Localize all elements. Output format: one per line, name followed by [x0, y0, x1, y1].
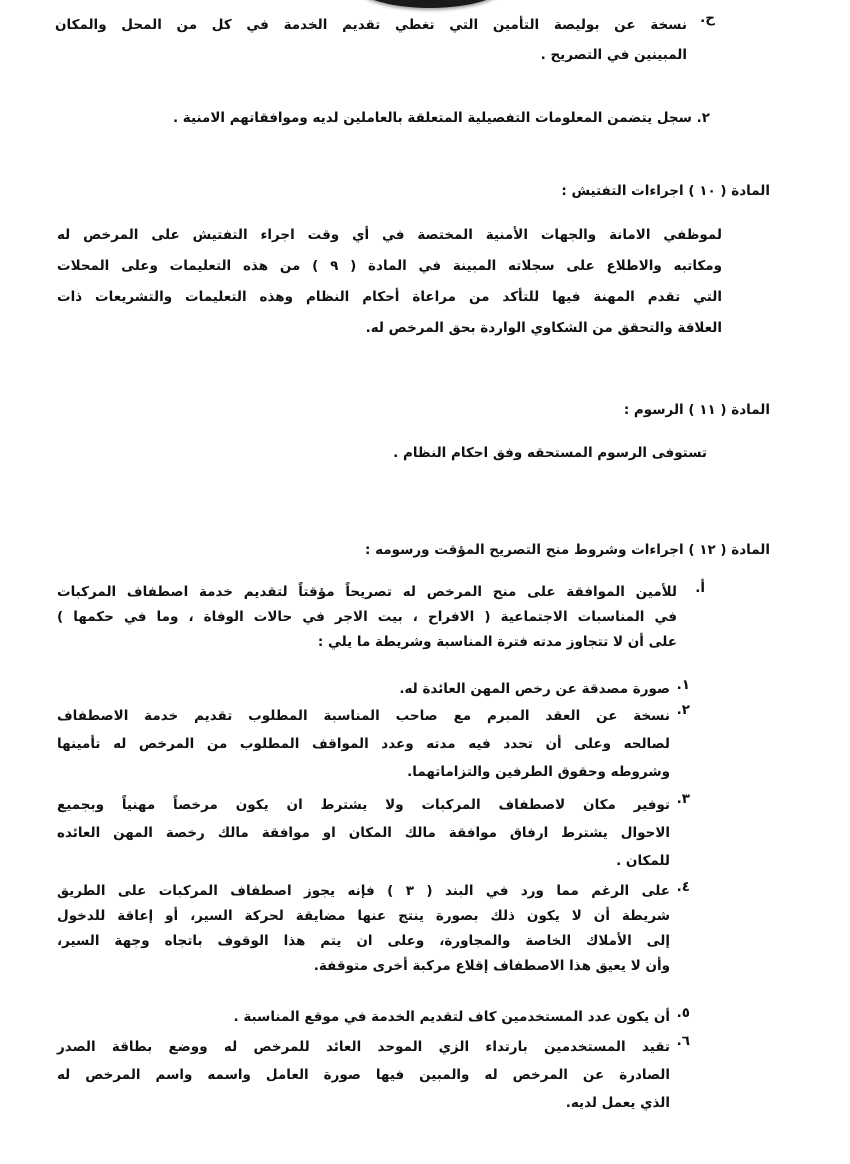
list-item-h: [55, 10, 715, 80]
condition-line: إلى الأملاك الخاصة والمجاورة، وعلى ان يتم هذا الوقوف باتجاه وجهة السير،: [57, 933, 670, 949]
condition-line: لصالحه وعلى أن تحدد فيه مدته وعدد المواقف المطلوب من المرخص له تأمينها: [57, 736, 670, 752]
condition-line: الذي يعمل لديه.: [565, 1095, 670, 1111]
condition-marker: ٢.: [676, 702, 690, 718]
para-line: ومكاتبه والاطلاع على سجلاته المبينة في المادة ( ٩ ) من هذه التعليمات وعلى المحلات: [57, 258, 722, 274]
clause-line: للأمين الموافقة على منح المرخص له تصريحاً مؤقتاً لتقديم خدمة اصطفاف المركبات: [57, 584, 677, 600]
clause-line: في المناسبات الاجتماعية ( الافراح ، بيت الاجر في حالات الوفاة ، وما في حكمها ): [57, 609, 677, 625]
condition-marker: ٦.: [676, 1033, 690, 1049]
article-11-body: تستوفى الرسوم المستحقه وفق احكام النظام .: [393, 445, 707, 461]
condition-line: نسخة عن العقد المبرم مع صاحب المناسبة المطلوب تقديم خدمة الاصطفاف: [57, 708, 670, 724]
clause-a: [57, 580, 705, 680]
item-marker: ٢.: [696, 110, 710, 126]
article-10-heading: المادة ( ١٠ ) اجراءات التفتيش :: [561, 183, 770, 199]
item-marker: ح.: [700, 10, 715, 26]
article-10-body: [57, 220, 722, 344]
condition-2: [57, 702, 690, 792]
clause-line: على أن لا تتجاوز مدته فترة المناسبة وشريطة ما يلي :: [317, 634, 677, 650]
condition-marker: ٣.: [676, 791, 690, 807]
list-item-2: [173, 112, 710, 126]
condition-marker: ٥.: [676, 1005, 690, 1021]
condition-6: [57, 1033, 690, 1123]
condition-3: [57, 791, 690, 881]
condition-line: وشروطه وحقوق الطرفين والتزاماتهما.: [407, 764, 670, 780]
condition-line: الاحوال يشترط ارفاق موافقة مالك المكان او موافقة مالك رخصة المهن العائده: [57, 825, 670, 841]
condition-4: [57, 879, 690, 989]
para-line: لموظفي الامانة والجهات الأمنية المختصة في أي وقت اجراء التفتيش على المرخص له: [57, 227, 722, 243]
item-text: سجل يتضمن المعلومات التفصيلية المتعلقة بالعاملين لديه وموافقاتهم الامنية .: [172, 110, 692, 126]
condition-1: [57, 677, 690, 702]
para-line: العلاقة والتحقق من الشكاوي الواردة بحق المرخص له.: [365, 320, 722, 336]
condition-line: على الرغم مما ورد في البند ( ٣ ) فإنه يجوز اصطفاف المركبات على الطريق: [57, 883, 670, 899]
para-line: التي تقدم المهنة فيها للتأكد من مراعاة أحكام النظام وهذه التعليمات والتشريعات ذات: [57, 289, 722, 305]
item-line: نسخة عن بوليصة التأمين التي تغطي تقديم الخدمة في كل من المحل والمكان: [55, 17, 687, 33]
emblem-logo-fragment: [355, 0, 505, 8]
condition-marker: ١.: [676, 677, 690, 693]
condition-line: تقيد المستخدمين بارتداء الزي الموحد العائد للمرخص له ووضع بطاقة الصدر: [57, 1039, 670, 1055]
condition-line: وأن لا يعيق هذا الاصطفاف إقلاع مركبة أخرى متوقفة.: [313, 958, 670, 974]
condition-line: صورة مصدقة عن رخص المهن العائدة له.: [399, 681, 670, 697]
condition-5: [57, 1005, 690, 1030]
condition-line: الصادرة عن المرخص له والمبين فيها صورة العامل واسمه واسم المرخص له: [57, 1067, 670, 1083]
condition-line: أن يكون عدد المستخدمين كاف لتقديم الخدمة في موقع المناسبة .: [233, 1009, 670, 1025]
item-line: المبينين في التصريح .: [540, 47, 687, 63]
clause-marker: أ.: [695, 580, 705, 596]
article-11-heading: المادة ( ١١ ) الرسوم :: [623, 402, 770, 418]
condition-line: شريطة أن لا يكون ذلك بصورة ينتج عنها مضايقة لحركة السير، أو إعاقة للدخول: [57, 908, 670, 924]
condition-line: توفير مكان لاصطفاف المركبات ولا يشترط ان يكون مرخصاً مهنياً وبجميع: [57, 797, 670, 813]
condition-line: للمكان .: [616, 853, 670, 869]
condition-marker: ٤.: [676, 879, 690, 895]
article-12-heading: المادة ( ١٢ ) اجراءات وشروط منح التصريح المؤقت ورسومه :: [365, 542, 770, 558]
